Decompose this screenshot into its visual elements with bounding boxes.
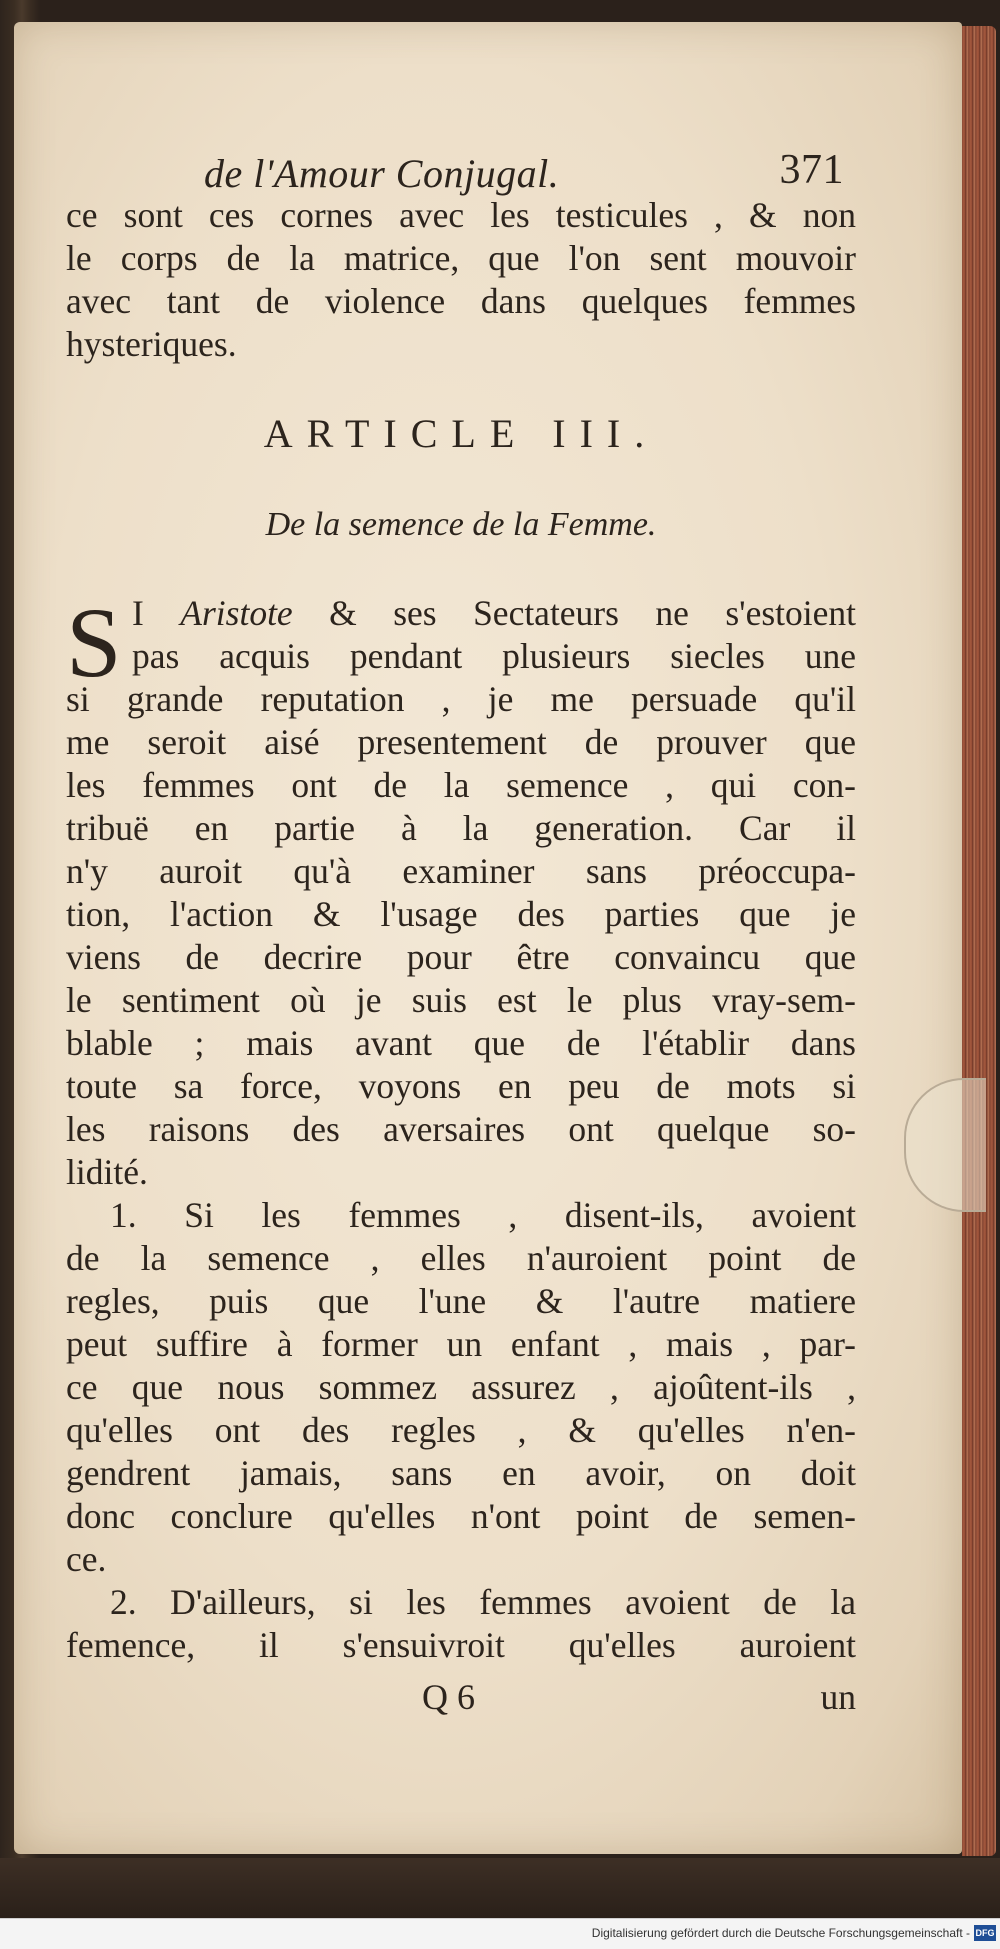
text-line: les raisons des aversaires ont quelque so- [66,1109,856,1149]
text-line: me seroit aisé presentement de prouver que [66,722,856,762]
text-line: viens de decrire pour être convaincu que [66,937,856,977]
text-line: ce sont ces cornes avec les testicules , & non [66,195,856,235]
dfg-logo: DFG [974,1925,996,1941]
text-line: 2. D'ailleurs, si les femmes avoient de la [110,1582,856,1622]
text-line: blable ; mais avant que de l'établir dans [66,1023,856,1063]
text-line: le sentiment où je suis est le plus vray-sem- [66,980,856,1020]
text-line: de la semence , elles n'auroient point de [66,1238,856,1278]
text-line: n'y auroit qu'à examiner sans préoccupa- [66,851,856,891]
text-run: & ses Sectateurs ne s'estoient [292,593,856,633]
signature-mark: Q 6 [422,1677,475,1717]
text-run: I [132,593,181,633]
text-line: qu'elles ont des regles , & qu'elles n'en- [66,1410,856,1450]
text-line [66,592,856,635]
author-name: Aristote [180,593,293,633]
catchword: un [820,1677,856,1717]
page-number: 371 [779,147,844,193]
text-line: gendrent jamais, sans en avoir, on doit [66,1453,856,1493]
book-page [14,22,962,1854]
text-line: toute sa force, voyons en peu de mots si [66,1066,856,1106]
text-line: tribuë en partie à la generation. Car il [66,808,856,848]
text-line: femence, il s'ensuivroit qu'elles auroient [66,1625,856,1665]
article-title: ARTICLE III. [263,411,659,456]
scan-bottom-edge [0,1858,1000,1918]
text-line: tion, l'action & l'usage des parties que je [66,894,856,934]
text-line: avec tant de violence dans quelques femmes [66,281,856,321]
text-line: ce. [66,1539,107,1579]
article-subtitle: De la semence de la Femme. [265,506,657,543]
text-line: les femmes ont de la semence , qui con- [66,765,856,805]
text-line: regles, puis que l'une & l'autre matiere [66,1281,856,1321]
text-line: 1. Si les femmes , disent-ils, avoient [110,1195,856,1235]
text-line: ce que nous sommez assurez , ajoûtent-ils , [66,1367,856,1407]
text-line: donc conclure qu'elles n'ont point de semen- [66,1496,856,1536]
text-line: si grande reputation , je me persuade qu'il [66,679,856,719]
text-line: hysteriques. [66,324,237,364]
top-paragraph [66,194,856,366]
paragraph-1 [66,587,856,1667]
page-edges [962,26,996,1856]
page-signature [66,1676,856,1724]
footer-bar [0,1918,1000,1949]
text-line: lidité. [66,1152,148,1192]
running-title: de l'Amour Conjugal. [204,151,560,196]
text-line: peut suffire à former un enfant , mais , par- [66,1324,856,1364]
funding-credit: Digitalisierung gefördert durch die Deutsche Forschungsgemeinschaft - [591,1926,970,1940]
text-line: pas acquis pendant plusieurs siecles une [132,636,856,676]
running-header [204,147,844,200]
drop-cap: S [66,587,122,698]
text-line: le corps de la matrice, que l'on sent mouvoir [66,238,856,278]
